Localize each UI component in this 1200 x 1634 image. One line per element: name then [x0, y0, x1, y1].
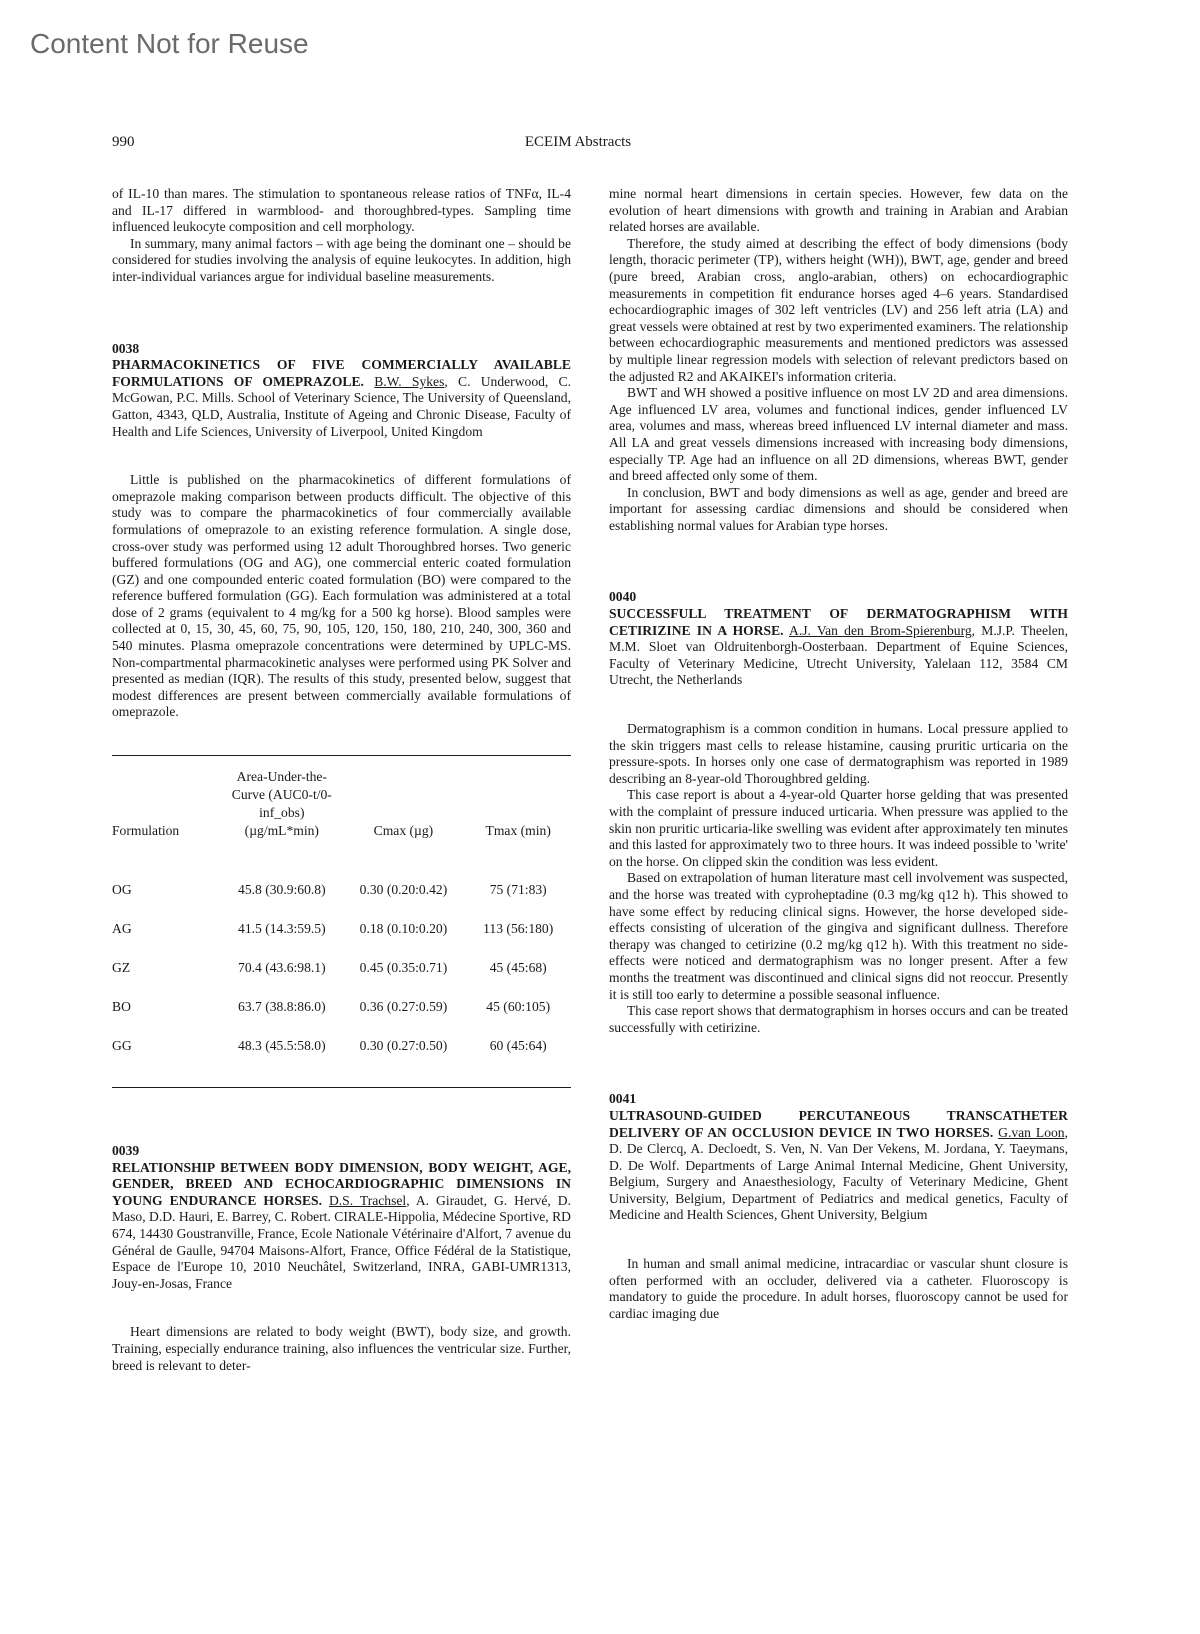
page-number: 990: [112, 134, 135, 150]
table-cell: OG: [112, 881, 132, 897]
column-header: Tmax (min): [485, 823, 551, 839]
presenting-author: D.S. Trachsel: [328, 1192, 407, 1208]
table-header-row: [112, 756, 571, 871]
table-cell: 70.4 (43.6:98.1): [238, 959, 326, 975]
presenting-author: A.J. Van den Brom-Spierenburg: [789, 622, 972, 638]
author-list: , C. Underwood, C. McGowan, P.C. Mills. School of Veterinary Science, The University of Queensland, Gatton, 4343, QLD, Australia, Institute of Ageing and Chronic Disease, Faculty of Health and Life Sciences, University of Liverpool, United Kingdom: [112, 373, 572, 439]
column-header: Formulation: [112, 823, 180, 839]
abstract-body: This case report is about a 4-year-old Quarter horse gelding that was presented with the complaint of pressure induced urticaria. When pressure was applied to the skin non pruritic urticaria-like swelling was evident after approximately ten minutes and this lasted for approximately two to three hours. It was indeed possible to 'write' on the horse. On clipped skin the condition was less evident.: [609, 787, 1068, 869]
author-list: , D. De Clercq, A. Decloedt, S. Ven, N. Van Der Vekens, M. Jordana, Y. Taeymans, D. De Wolf. Departments of Large Animal Internal Medicine, Ghent University, Belgium, Surgery and Anaesthesiology, Faculty of Veterinary Medicine, Ghent University, Belgium, Department of Pediatrics and medical genetics, Faculty of Medicine and Health Sciences, Ghent University, Belgium: [609, 1124, 1068, 1223]
abstract-header: [112, 1160, 571, 1293]
table-cell: BO: [112, 998, 131, 1014]
table-cell: 60 (45:64): [489, 1037, 547, 1053]
abstract-body: Little is published on the pharmacokinetics of different formulations of omeprazole making comparison between products difficult. The objective of this study was to compare the pharmacokinetics of four commercially available formulations of omeprazole to an existing reference formulation. A single dose, cross-over study was performed using 12 adult Thoroughbred horses. Two generic buffered formulations (OG and AG), one commercial enteric coated formulation (GZ) and one compounded enteric coated formulation (BO) were compared to the reference buffered formulation (GG). Each formulation was administered at a total dose of 2 grams (equivalent to 4 mg/kg for a 500 kg horse). Blood samples were collected at 0, 15, 30, 45, 60, 75, 90, 105, 120, 150, 180, 210, 240, 300, 360 and 540 minutes. Plasma omeprazole concentrations were determined by UPLC-MS. Non-compartmental pharmacokinetic analyses were performed using PK Solver and presented as median (IQR). The results of this study, presented below, suggest that modest differences are present between commercially available formulations of omeprazole.: [112, 472, 571, 720]
table-cell: 75 (71:83): [489, 881, 547, 897]
table-cell: 113 (56:180): [483, 920, 554, 936]
continuation-paragraph: mine normal heart dimensions in certain species. However, few data on the evolution of heart dimensions with growth and training in Arabian and Arabian related horses are available.: [609, 186, 1068, 235]
table-cell: 45.8 (30.9:60.8): [238, 881, 326, 897]
table-cell: AG: [112, 920, 132, 936]
intro-paragraph: of IL-10 than mares. The stimulation to spontaneous release ratios of TNFα, IL-4 and IL-17 differed in warmblood- and thoroughbred-types. Sampling time influenced leukocyte composition and cell morphology.: [112, 186, 571, 235]
abstract-body: Based on extrapolation of human literature mast cell involvement was suspected, and the horse was treated with cyproheptadine (0.3 mg/kg q12 h). This showed to have some effect by reducing clinical signs. However, the horse developed side-effects consisting of ulceration of the gingiva and significant dullness. Therefore therapy was changed to cetirizine (0.2 mg/kg q12 h). With this treatment no side-effects were noticed and dermatographism was no longer present. After a few months the treatment was discontinued and clinical signs did not reoccur. Presently it is still too early to determine a possible seasonal influence.: [609, 870, 1068, 1002]
left-column: [112, 186, 571, 1374]
abstract-body: In human and small animal medicine, intracardiac or vascular shunt closure is often performed with an occluder, delivered via a catheter. Fluoroscopy is mandatory to guide the procedure. In adult horses, fluoroscopy cannot be used for cardiac imaging due: [609, 1256, 1068, 1321]
table-row: [112, 948, 571, 987]
column-header: Area-Under-the-Curve (AUC0-t/0-inf_obs) (µg/mL*min): [231, 769, 332, 839]
presenting-author: B.W. Sykes: [374, 373, 445, 389]
author-list: , A. Giraudet, G. Hervé, D. Maso, D.D. Hauri, E. Barrey, C. Robert. CIRALE-Hippolia, Médecine Sportive, RD 674, 14430 Goustranville, France, Ecole Nationale Vétérinaire d'Alfort, 7 avenue du Général de Gaulle, 94704 Maisons-Alfort, France, Office Fédéral de la Statistique, Espace de l'Europe 10, 2010 Neuchâtel, Switzerland, INRA, GABI-UMR1313, Jouy-en-Josas, France: [112, 1192, 571, 1291]
watermark: Content Not for Reuse: [30, 28, 309, 59]
abstract-body: This case report shows that dermatographism in horses occurs and can be treated successfully with cetirizine.: [609, 1003, 1068, 1035]
abstract-header: [112, 357, 571, 440]
table-row: [112, 1026, 571, 1088]
right-column: [609, 186, 1068, 1322]
table-row: [112, 909, 571, 948]
abstract-header: [609, 1108, 1068, 1224]
abstract-title: PHARMACOKINETICS OF FIVE COMMERCIALLY AVAILABLE FORMULATIONS OF OMEPRAZOLE.: [112, 357, 571, 389]
abstract-title: RELATIONSHIP BETWEEN BODY DIMENSION, BODY WEIGHT, AGE, GENDER, BREED AND ECHOCARDIOGRAPHIC DIMENSIONS IN YOUNG ENDURANCE HORSES.: [112, 1159, 571, 1208]
table-cell: 0.45 (0.35:0.71): [359, 959, 448, 975]
table-cell: 45 (60:105): [486, 998, 551, 1014]
abstract-body: Heart dimensions are related to body weight (BWT), body size, and growth. Training, especially endurance training, also influences the ventricular size. Further, breed is relevant to deter-: [112, 1324, 571, 1373]
table-cell: 63.7 (38.8:86.0): [238, 998, 326, 1014]
abstract-0041: [609, 1091, 1068, 1322]
abstract-number: 0039: [112, 1143, 140, 1159]
intro-paragraph: In summary, many animal factors – with age being the dominant one – should be considered for studies involving the analysis of equine leukocytes. In addition, high inter-individual variances argue for individual baseline measurements.: [112, 235, 571, 284]
abstract-header: [609, 606, 1068, 689]
table-cell: GG: [112, 1037, 132, 1053]
table-cell: 41.5 (14.3:59.5): [238, 920, 326, 936]
abstract-number: 0038: [112, 340, 140, 356]
table-cell: GZ: [112, 959, 131, 975]
presenting-author: G.van Loon: [998, 1124, 1065, 1140]
column-header: Cmax (µg): [373, 823, 434, 839]
abstract-0039: [112, 1143, 571, 1374]
table-row: [112, 870, 571, 909]
table-row: [112, 987, 571, 1026]
table-cell: 45 (45:68): [489, 959, 547, 975]
continuation-paragraph: In conclusion, BWT and body dimensions as well as age, gender and breed are important for assessing cardiac dimensions and should be considered when establishing normal values for Arabian type horses.: [609, 484, 1068, 533]
abstract-title: ULTRASOUND-GUIDED PERCUTANEOUS TRANSCATHETER DELIVERY OF AN OCCLUSION DEVICE IN TWO HORSES.: [609, 1107, 1068, 1140]
abstract-number: 0041: [609, 1091, 637, 1107]
table-cell: 0.18 (0.10:0.20): [359, 920, 448, 936]
table-cell: 0.30 (0.20:0.42): [359, 881, 448, 897]
continuation-paragraph: Therefore, the study aimed at describing the effect of body dimensions (body length, thoracic perimeter (TP), withers height (WH)), BWT, age, gender and breed (pure breed, Arabian cross, anglo-arabian, others) on echocardiographic measurements in competition fit endurance horses aged 4–6 years. Standardised echocardiographic images of 302 left ventricles (LV) and 256 left atria (LA) and great vessels were obtained at rest by two experimented examiners. The relationship between echocardiographic measurements and mentioned predictors was assessed by multiple linear regression models with selection of relevant predictors based on the adjusted R2 and AKAIKEI's information criteria.: [609, 235, 1068, 384]
abstract-body: Dermatographism is a common condition in humans. Local pressure applied to the skin triggers mast cells to release histamine, causing pruritic urticaria on the pressure-spots. In horses only one case of dermatographism was reported in 1989 describing an 8-year-old Thoroughbred gelding.: [609, 721, 1068, 786]
abstract-0038: [112, 341, 571, 1088]
table-cell: 0.36 (0.27:0.59): [359, 998, 448, 1014]
journal-title: ECEIM Abstracts: [524, 134, 632, 150]
continuation-paragraph: BWT and WH showed a positive influence on most LV 2D and area dimensions. Age influenced LV area, volumes and functional indices, gender influenced LV area, volumes and mass, whereas breed influenced LV internal diameter and mass. All LA and great vessels dimensions increased with increasing body dimensions, especially TP. Age had an influence on all 2D dimensions, whereas BWT, gender and breed affected only some of them.: [609, 385, 1068, 484]
table-cell: 48.3 (45.5:58.0): [238, 1037, 326, 1053]
table-cell: 0.30 (0.27:0.50): [359, 1037, 448, 1053]
abstract-number: 0040: [609, 589, 637, 605]
author-list: , M.J.P. Theelen, M.M. Sloet van Oldruitenborgh-Oosterbaan. Department of Equine Sciences, Faculty of Veterinary Medicine, Utrecht University, Yalelaan 112, 3584 CM Utrecht, the Netherlands: [609, 622, 1068, 688]
abstract-0040: [609, 589, 1068, 1036]
pharmacokinetics-table: [112, 755, 571, 1088]
abstract-title: SUCCESSFULL TREATMENT OF DERMATOGRAPHISM WITH CETIRIZINE IN A HORSE.: [609, 606, 1068, 638]
